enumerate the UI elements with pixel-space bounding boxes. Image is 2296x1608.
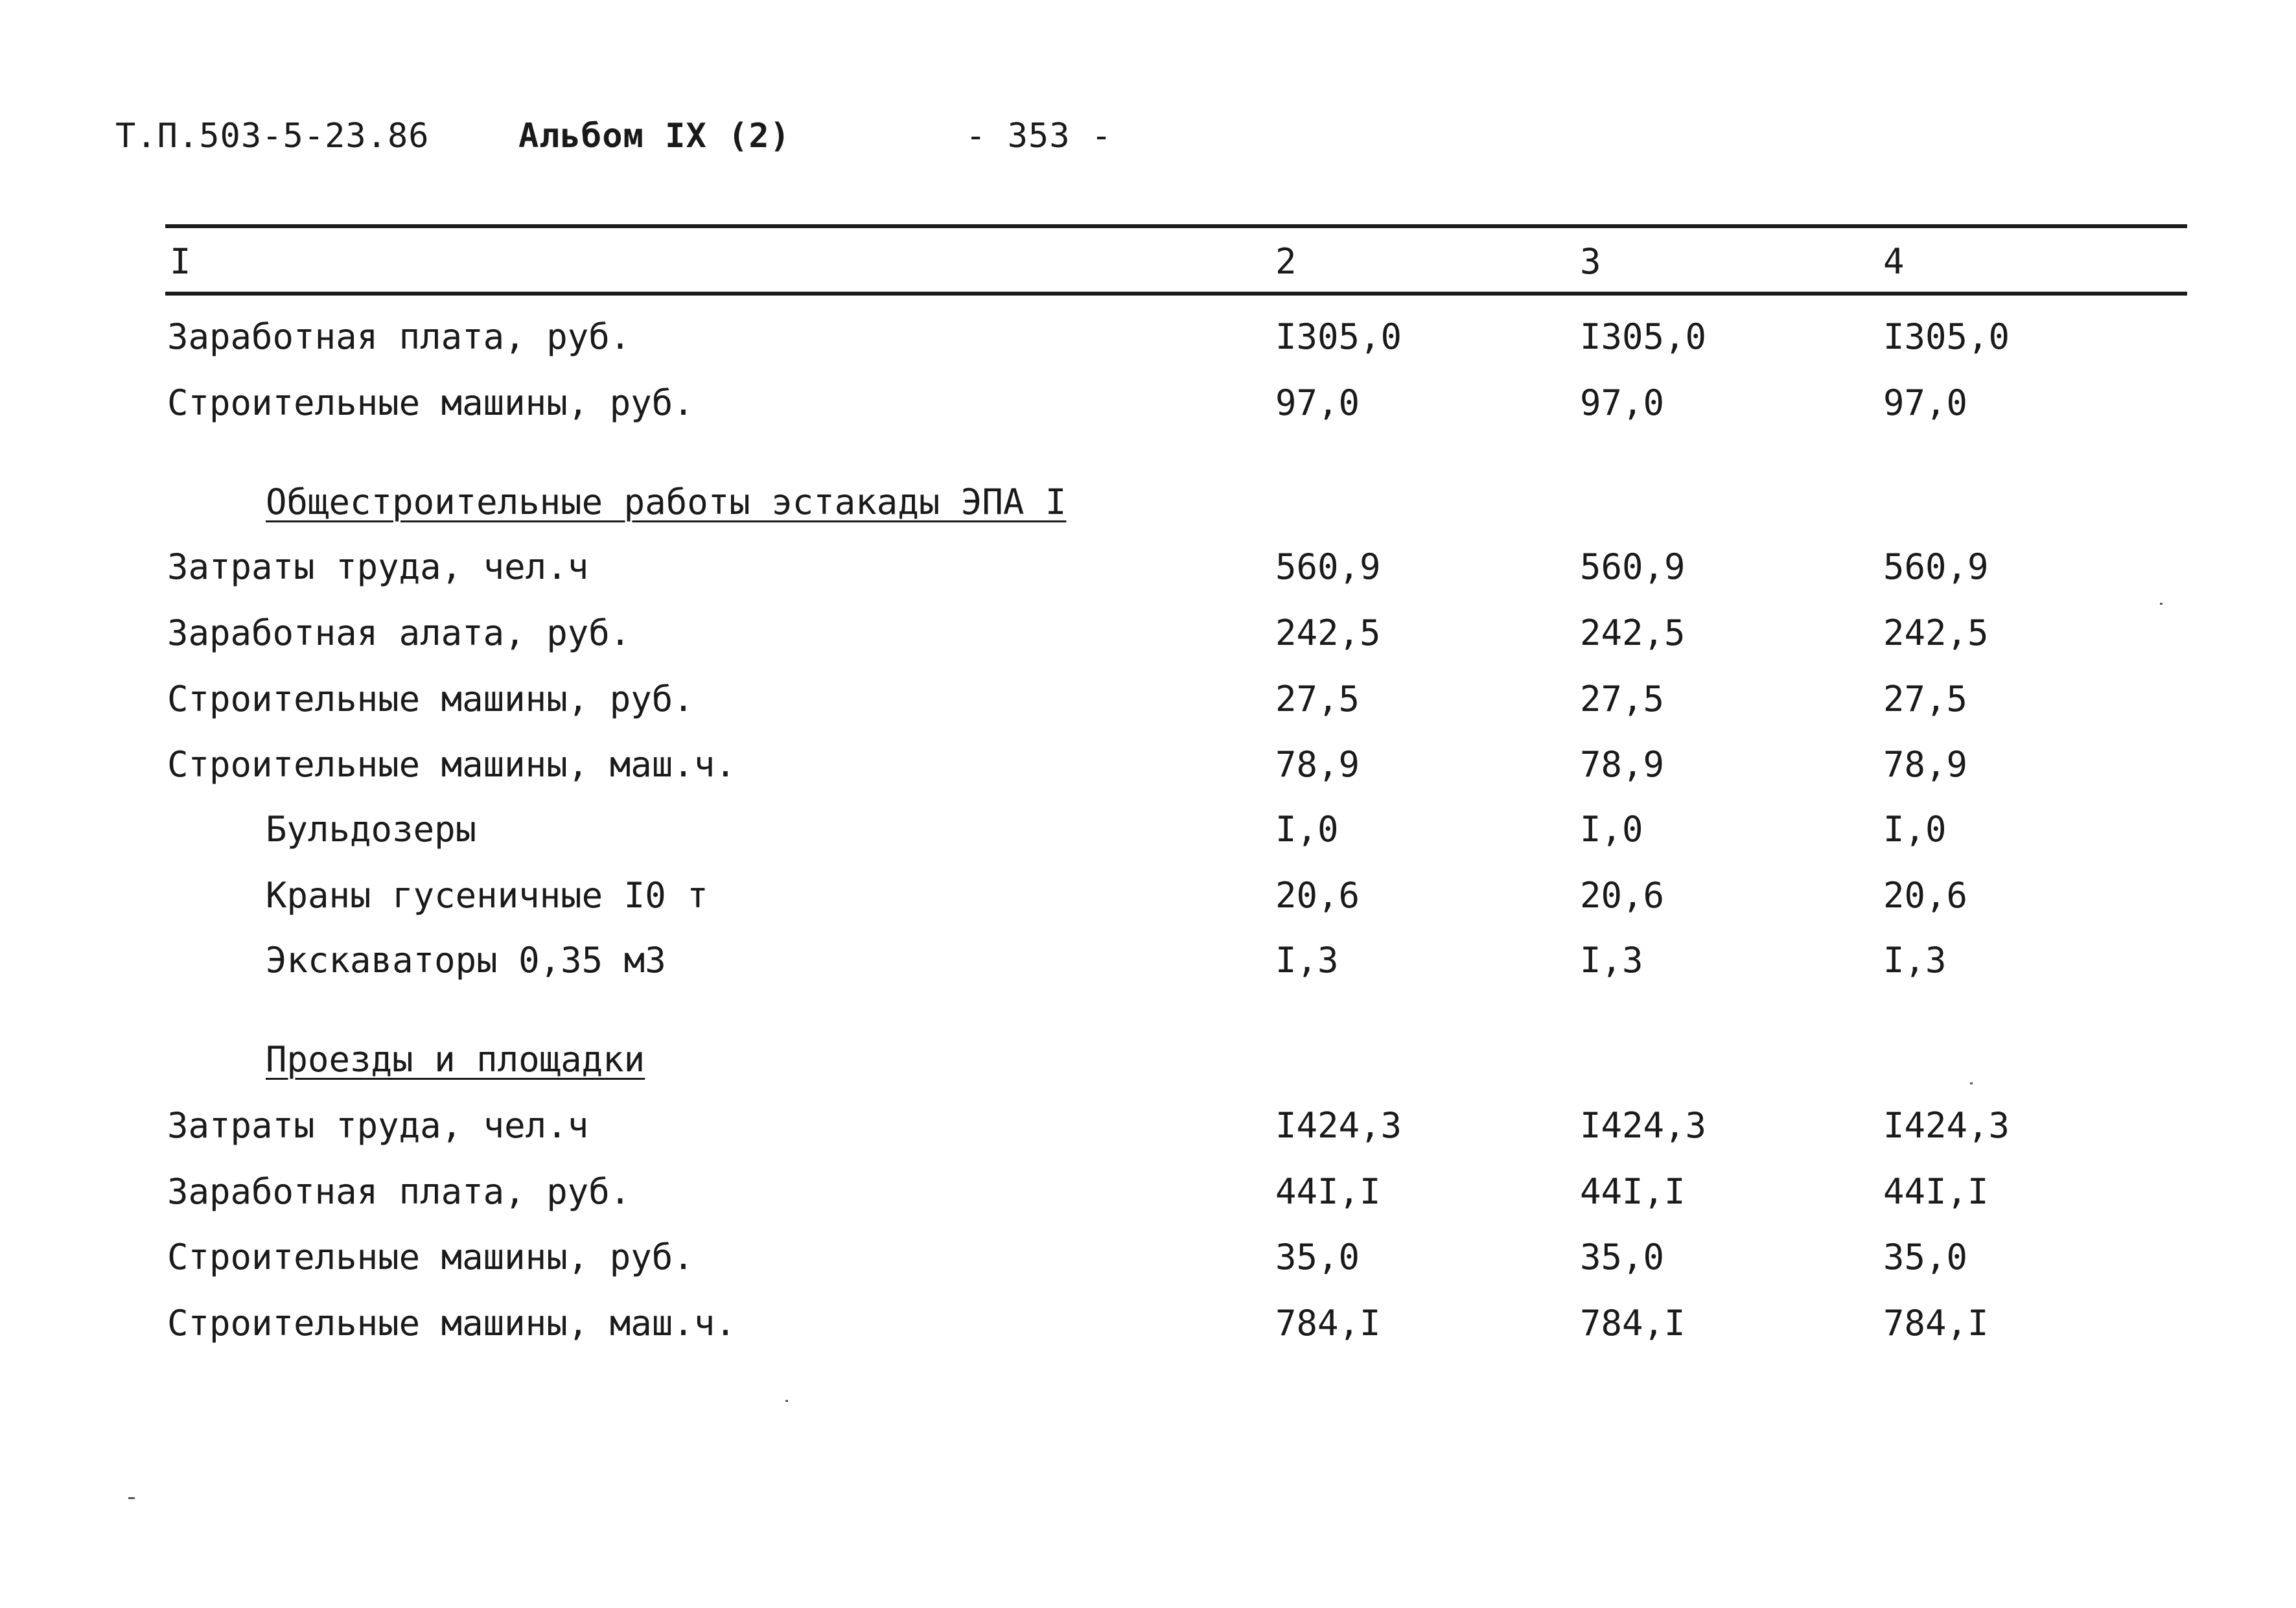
row-label: Строительные машины, маш.ч.	[167, 744, 736, 785]
row-label: Заработная плата, руб.	[167, 316, 631, 357]
table-row	[0, 1298, 2296, 1349]
value-cell-col-4: I305,0	[1883, 316, 2010, 357]
value-cell-col-4: 78,9	[1883, 744, 1968, 785]
value-cell-col-2: 44I,I	[1275, 1171, 1381, 1212]
value-cell-col-2: 560,9	[1275, 546, 1381, 587]
value-cell-col-3: 242,5	[1580, 612, 1686, 653]
row-label: Заработная алата, руб.	[167, 612, 631, 653]
column-header-1: I	[170, 241, 191, 282]
value-cell-col-2: 78,9	[1275, 744, 1360, 785]
section-heading-row	[0, 1034, 2296, 1086]
table-row	[0, 1166, 2296, 1218]
section-heading-row	[0, 476, 2296, 528]
column-header-3: 3	[1580, 241, 1601, 282]
value-cell-col-2: I,3	[1275, 940, 1339, 981]
row-label: Затраты труда, чел.ч	[167, 546, 589, 587]
row-label: Строительные машины, руб.	[167, 679, 694, 719]
value-cell-col-2: 97,0	[1275, 382, 1360, 423]
value-cell-col-2: 35,0	[1275, 1237, 1360, 1277]
value-cell-col-4: I424,3	[1883, 1105, 2010, 1146]
table-row	[0, 739, 2296, 791]
value-cell-col-3: 784,I	[1580, 1303, 1686, 1344]
value-cell-col-4: 242,5	[1883, 612, 1989, 653]
value-cell-col-3: I,0	[1580, 809, 1643, 850]
value-cell-col-3: 44I,I	[1580, 1171, 1686, 1212]
row-label: Бульдозеры	[266, 809, 477, 850]
value-cell-col-4: 44I,I	[1883, 1171, 1989, 1212]
scan-speck	[1970, 1082, 1973, 1084]
value-cell-col-4: I,3	[1883, 940, 1947, 981]
value-cell-col-3: 97,0	[1580, 382, 1665, 423]
table-row	[0, 377, 2296, 429]
value-cell-col-2: 784,I	[1275, 1303, 1381, 1344]
value-cell-col-2: 27,5	[1275, 679, 1360, 719]
value-cell-col-2: 20,6	[1275, 875, 1360, 916]
value-cell-col-3: 20,6	[1580, 875, 1665, 916]
value-cell-col-4: 35,0	[1883, 1237, 1968, 1277]
table-row	[0, 935, 2296, 986]
scan-speck	[2160, 603, 2163, 605]
value-cell-col-2: 242,5	[1275, 612, 1381, 653]
page-number: - 353 -	[966, 117, 1113, 156]
value-cell-col-2: I424,3	[1275, 1105, 1402, 1146]
table-row	[0, 804, 2296, 856]
value-cell-col-4: I,0	[1883, 809, 1947, 850]
row-label: Экскаваторы 0,35 м3	[266, 940, 666, 981]
value-cell-col-2: I,0	[1275, 809, 1339, 850]
table-row	[0, 311, 2296, 363]
value-cell-col-3: 35,0	[1580, 1237, 1665, 1277]
value-cell-col-4: 20,6	[1883, 875, 1968, 916]
table-row	[0, 1100, 2296, 1152]
scan-speck	[785, 1400, 788, 1402]
table-row	[0, 673, 2296, 725]
table-row	[0, 1231, 2296, 1283]
section-heading: Общестроительные работы эстакады ЭПА I	[266, 482, 1067, 522]
row-label: Затраты труда, чел.ч	[167, 1105, 589, 1146]
row-label: Строительные машины, руб.	[167, 1237, 694, 1277]
value-cell-col-3: 27,5	[1580, 679, 1665, 719]
album-label: Альбом IX (2)	[518, 117, 791, 156]
row-label: Строительные машины, маш.ч.	[167, 1303, 736, 1344]
column-header-2: 2	[1275, 241, 1297, 282]
row-label: Заработная плата, руб.	[167, 1171, 631, 1212]
value-cell-col-4: 784,I	[1883, 1303, 1989, 1344]
document-code: Т.П.503-5-23.86	[115, 117, 430, 156]
table-top-rule	[165, 224, 2187, 228]
value-cell-col-3: I,3	[1580, 940, 1643, 981]
table-row	[0, 607, 2296, 659]
table-row	[0, 541, 2296, 593]
value-cell-col-4: 560,9	[1883, 546, 1989, 587]
table-header-rule	[165, 292, 2187, 296]
row-label: Строительные машины, руб.	[167, 382, 694, 423]
value-cell-col-2: I305,0	[1275, 316, 1402, 357]
row-label: Краны гусеничные I0 т	[266, 875, 708, 916]
value-cell-col-3: I424,3	[1580, 1105, 1707, 1146]
scan-speck	[128, 1497, 135, 1499]
value-cell-col-4: 27,5	[1883, 679, 1968, 719]
table-row	[0, 870, 2296, 922]
column-header-4: 4	[1883, 241, 1905, 282]
value-cell-col-4: 97,0	[1883, 382, 1968, 423]
section-heading: Проезды и площадки	[266, 1039, 645, 1080]
value-cell-col-3: I305,0	[1580, 316, 1707, 357]
value-cell-col-3: 78,9	[1580, 744, 1665, 785]
value-cell-col-3: 560,9	[1580, 546, 1686, 587]
